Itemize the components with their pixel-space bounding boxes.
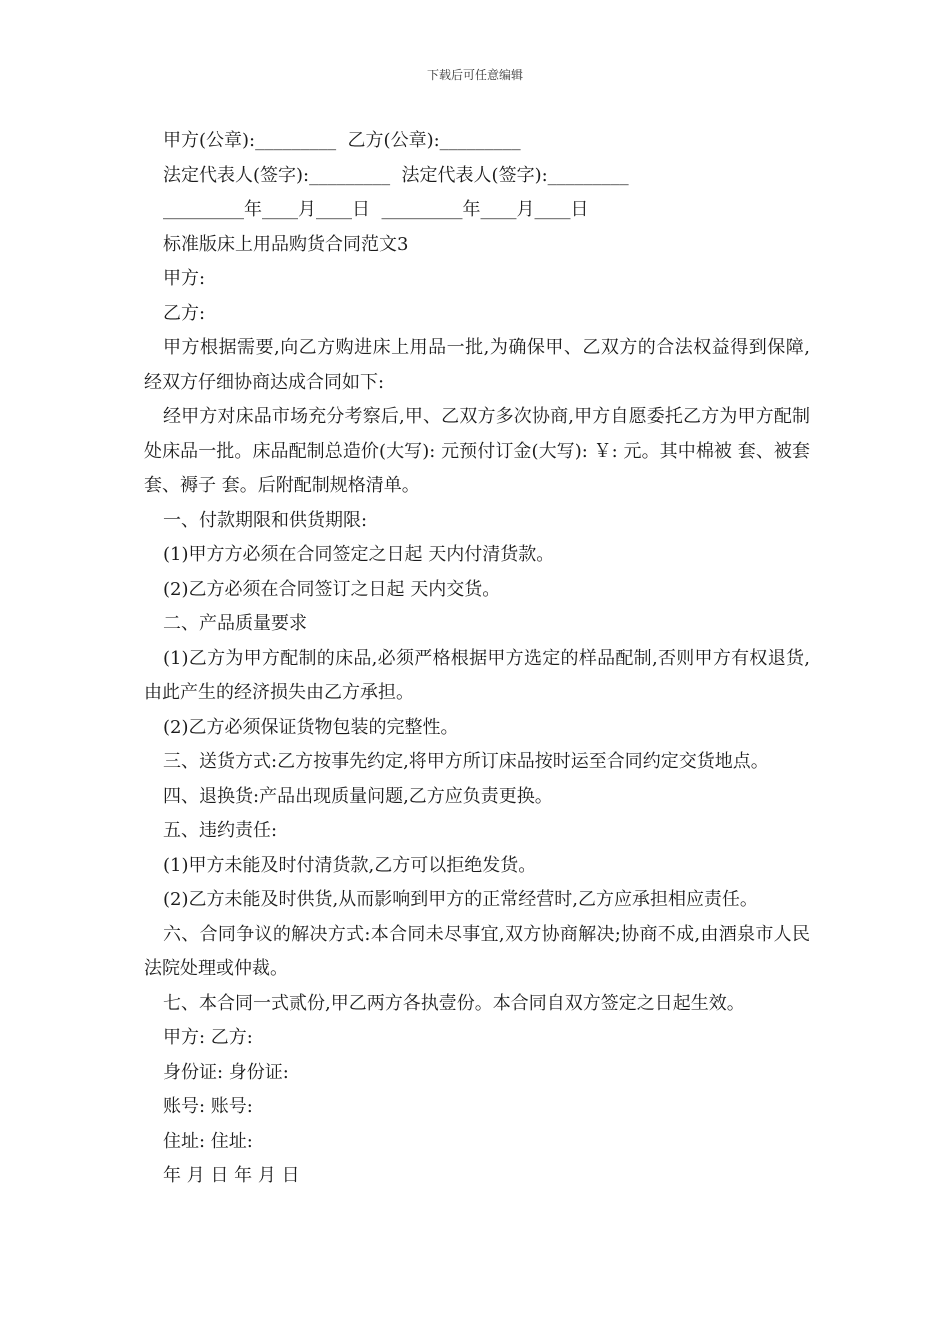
- clause-item: (2)乙方未能及时供货,从而影响到甲方的正常经营时,乙方应承担相应责任。: [163, 889, 758, 910]
- signature-date: 年 月 日 年 月 日: [163, 1165, 300, 1186]
- signature-address: 住址: 住址:: [163, 1130, 253, 1152]
- signature-line-representative: 法定代表人(签字):_________ 法定代表人(签字):_________: [163, 164, 629, 186]
- clause-item: (1)甲方未能及时付清货款,乙方可以拒绝发货。: [163, 854, 537, 876]
- party-a-label: 甲方:: [163, 268, 206, 289]
- section-heading-liability: 五、违约责任:: [163, 820, 278, 841]
- section-dispute: 六、合同争议的解决方式:本合同未尽事宜,双方协商解决;协商不成,由酒泉市人民法院处理或仲裁。: [144, 923, 810, 979]
- section-copies: 七、本合同一式贰份,甲乙两方各执壹份。本合同自双方签定之日起生效。: [163, 992, 745, 1014]
- clause-item: (1)甲方方必须在合同签定之日起 天内付清货款。: [163, 544, 555, 565]
- clause-item: (2)乙方必须在合同签订之日起 天内交货。: [163, 578, 501, 600]
- section-heading-quality: 二、产品质量要求: [163, 613, 307, 634]
- section-delivery: 三、送货方式:乙方按事先约定,将甲方所订床品按时运至合同约定交货地点。: [163, 751, 769, 772]
- order-paragraph: 经甲方对床品市场充分考察后,甲、乙双方多次协商,甲方自愿委托乙方为甲方配制处床品一批。床品配制总造价(大写): 元预付订金(大写): ￥: 元。其中棉被 套、被套 套、褥子 套。后附配制规格清单。: [144, 406, 810, 496]
- section-returns: 四、退换货:产品出现质量问题,乙方应负责更换。: [163, 785, 553, 807]
- signature-id-card: 身份证: 身份证:: [163, 1061, 289, 1083]
- signature-parties: 甲方: 乙方:: [163, 1027, 253, 1048]
- document-body: [144, 124, 810, 1194]
- document-title: 标准版床上用品购货合同范文3: [163, 233, 409, 255]
- signature-line-seal: 甲方(公章):_________ 乙方(公章):_________: [163, 130, 521, 151]
- signature-line-date: _________年____月____日 _________年____月____日: [163, 199, 589, 220]
- signature-account: 账号: 账号:: [163, 1096, 253, 1117]
- section-heading-payment: 一、付款期限和供货期限:: [163, 509, 368, 531]
- clause-item: (1)乙方为甲方配制的床品,必须严格根据甲方选定的样品配制,否则甲方有权退货,由此产生的经济损失由乙方承担。: [144, 647, 810, 703]
- preamble-paragraph: 甲方根据需要,向乙方购进床上用品一批,为确保甲、乙双方的合法权益得到保障,经双方仔细协商达成合同如下:: [144, 337, 810, 393]
- clause-item: (2)乙方必须保证货物包装的完整性。: [163, 716, 459, 738]
- party-b-label: 乙方:: [163, 302, 206, 324]
- header-note: 下载后可任意编辑: [426, 68, 523, 82]
